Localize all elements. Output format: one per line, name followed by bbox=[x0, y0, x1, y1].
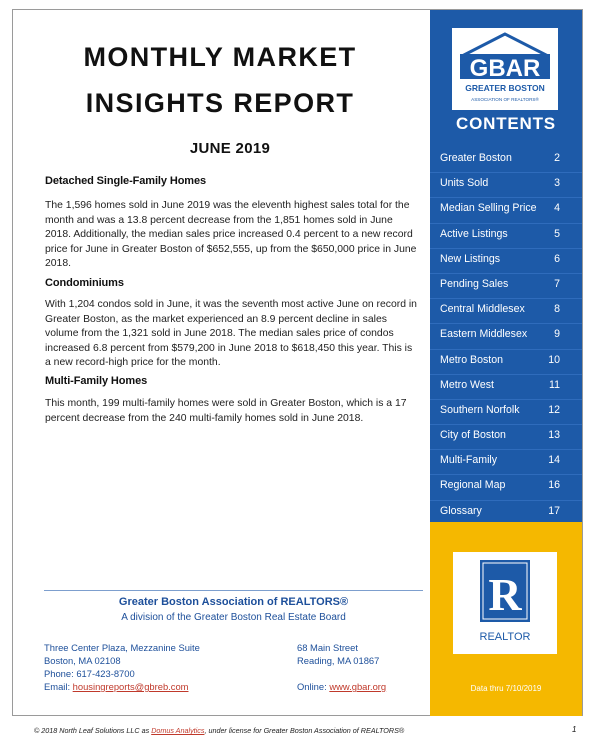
toc-page: 16 bbox=[548, 479, 560, 492]
toc-item-greater-boston[interactable] bbox=[430, 148, 582, 173]
copyright-suffix: , under license for Greater Boston Association of REALTORS® bbox=[204, 726, 405, 735]
section-heading-single-family: Detached Single-Family Homes bbox=[45, 175, 207, 187]
realtor-r-icon: R bbox=[488, 569, 522, 620]
toc-page: 10 bbox=[548, 353, 560, 366]
data-thru-date: Data thru 7/10/2019 bbox=[470, 684, 542, 693]
toc-label: Active Listings bbox=[440, 227, 508, 240]
online-label: Online: bbox=[297, 681, 327, 692]
toc-page: 8 bbox=[554, 303, 560, 316]
toc-page: 11 bbox=[549, 378, 560, 391]
section-body-condominiums: With 1,204 condos sold in June, it was the seventh most active June on record in Greater Boston, as the market experienced an 8.9 percent decline in sales volume from the 1,321 sold in June 2018. The median sales price of condos increased 6.8 percent from $579,200 in June 2018 to $618,450 this year. This is a new record-high price for the month. bbox=[45, 299, 417, 368]
toc-page: 9 bbox=[554, 328, 560, 341]
toc-label: Glossary bbox=[440, 504, 482, 517]
contents-sidebar bbox=[430, 10, 582, 522]
toc-label: Eastern Middlesex bbox=[440, 328, 528, 341]
report-title bbox=[30, 34, 410, 126]
section-body-multi-family: This month, 199 multi-family homes were sold in Greater Boston, which is a 17 percent decrease from the 240 multi-family homes sold in June 2018. bbox=[45, 398, 407, 424]
association-name: Greater Boston Association of REALTORS® bbox=[118, 596, 349, 608]
logo-letters: GBAR bbox=[469, 55, 541, 82]
contents-title: CONTENTS bbox=[456, 114, 556, 133]
toc-page: 7 bbox=[554, 277, 560, 290]
toc-item-metro-boston[interactable] bbox=[430, 350, 582, 375]
copyright-notice bbox=[34, 726, 404, 735]
toc-page: 3 bbox=[554, 177, 560, 190]
section-heading-multi-family: Multi-Family Homes bbox=[45, 375, 148, 387]
email-link[interactable]: housingreports@gbreb.com bbox=[72, 681, 189, 692]
toc-label: Metro West bbox=[440, 378, 494, 391]
address-right-line-1: 68 Main Street bbox=[297, 642, 358, 653]
page-number: 1 bbox=[572, 725, 577, 734]
report-title-line-2: INSIGHTS REPORT bbox=[85, 88, 355, 118]
toc-page: 2 bbox=[554, 152, 560, 164]
toc-page: 4 bbox=[554, 202, 560, 215]
toc-item-southern-norfolk[interactable] bbox=[430, 400, 582, 425]
toc-item-metro-west[interactable] bbox=[430, 375, 582, 400]
toc-page: 5 bbox=[554, 227, 560, 240]
report-title-line-1: MONTHLY MARKET bbox=[83, 42, 357, 72]
association-subtitle: A division of the Greater Boston Real Estate Board bbox=[121, 612, 346, 623]
toc-label: New Listings bbox=[440, 252, 501, 265]
footer-divider bbox=[44, 590, 423, 591]
realtor-logo bbox=[453, 552, 557, 654]
toc-page: 13 bbox=[548, 429, 560, 442]
gbar-logo bbox=[452, 28, 558, 110]
address-left-line-1: Three Center Plaza, Mezzanine Suite bbox=[44, 642, 200, 653]
toc-item-central-middlesex[interactable] bbox=[430, 299, 582, 324]
address-right bbox=[297, 641, 386, 693]
toc-label: Units Sold bbox=[440, 177, 489, 190]
online-line bbox=[297, 680, 386, 693]
section-heading-condominiums: Condominiums bbox=[45, 277, 124, 289]
address-right-spacer bbox=[297, 667, 386, 680]
toc-label: Greater Boston bbox=[440, 152, 512, 164]
toc-label: Southern Norfolk bbox=[440, 403, 520, 416]
address-right-line-2: Reading, MA 01867 bbox=[297, 655, 380, 666]
address-left-line-2: Boston, MA 02108 bbox=[44, 655, 121, 666]
toc-label: Multi-Family bbox=[440, 454, 498, 467]
toc-label: City of Boston bbox=[440, 429, 506, 442]
toc-item-multi-family[interactable] bbox=[430, 450, 582, 475]
toc-page: 17 bbox=[548, 504, 560, 517]
phone-number: Phone: 617-423-8700 bbox=[44, 668, 135, 679]
toc-label: Pending Sales bbox=[440, 277, 509, 290]
toc-label: Median Selling Price bbox=[440, 202, 537, 215]
toc-item-median-selling-price[interactable] bbox=[430, 198, 582, 223]
section-body-single-family: The 1,596 homes sold in June 2019 was the eleventh highest sales total for the month and was a 13.8 percent decrease from the 1,851 homes sold in June 2018. Additionally, the median sales price increased 0.4 percent to a new record price for June in Greater Boston of $652,555, up from the $650,000 price in June 2018. bbox=[45, 200, 417, 269]
contents-list bbox=[430, 148, 582, 526]
realtor-logo-graphic bbox=[453, 552, 557, 654]
logo-line-2: ASSOCIATION OF REALTORS® bbox=[471, 97, 539, 102]
toc-label: Regional Map bbox=[440, 479, 506, 492]
website-link[interactable]: www.gbar.org bbox=[329, 681, 387, 692]
toc-item-city-of-boston[interactable] bbox=[430, 425, 582, 450]
copyright-prefix: © 2018 North Leaf Solutions LLC as bbox=[34, 726, 150, 735]
toc-page: 12 bbox=[548, 403, 560, 416]
toc-item-regional-map[interactable] bbox=[430, 475, 582, 500]
report-month: JUNE 2019 bbox=[189, 140, 271, 157]
email-line bbox=[44, 680, 200, 693]
address-left bbox=[44, 641, 200, 693]
email-label: Email: bbox=[44, 681, 71, 692]
realtor-panel bbox=[430, 522, 582, 716]
toc-item-pending-sales[interactable] bbox=[430, 274, 582, 299]
gbar-logo-graphic bbox=[452, 28, 558, 110]
domus-analytics-link[interactable]: Domus Analytics bbox=[151, 726, 205, 735]
toc-label: Central Middlesex bbox=[440, 303, 525, 316]
toc-item-units-sold[interactable] bbox=[430, 173, 582, 198]
toc-label: Metro Boston bbox=[440, 353, 504, 366]
toc-item-new-listings[interactable] bbox=[430, 249, 582, 274]
toc-page: 6 bbox=[554, 252, 560, 265]
realtor-caption: REALTOR bbox=[479, 631, 531, 643]
house-roof-icon bbox=[462, 34, 548, 56]
toc-item-eastern-middlesex[interactable] bbox=[430, 324, 582, 349]
logo-line-1: GREATER BOSTON bbox=[465, 83, 545, 93]
toc-page: 14 bbox=[548, 454, 560, 467]
toc-item-active-listings[interactable] bbox=[430, 224, 582, 249]
